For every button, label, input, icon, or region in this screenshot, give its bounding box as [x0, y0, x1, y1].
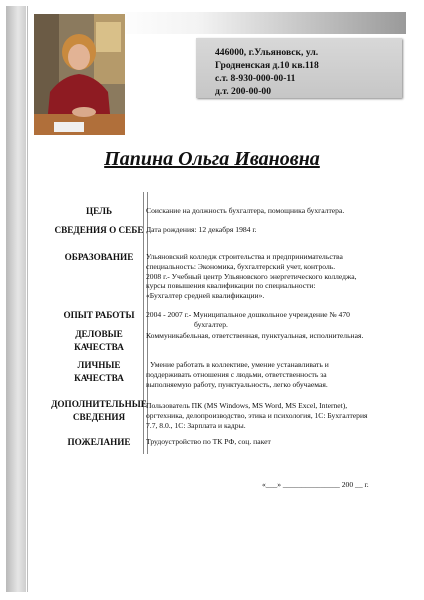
label-line: КАЧЕСТВА: [74, 342, 124, 352]
section-label-about: СВЕДЕНИЯ О СЕБЕ: [54, 225, 144, 235]
section-value-goal: [146, 206, 398, 216]
top-gradient-band: [110, 12, 406, 34]
section-value-wish: [146, 437, 398, 447]
text-line: Пользователь ПК (MS Windows, MS Word, MS Excel, Internet),: [146, 401, 348, 410]
section-label-additional-info: [40, 398, 158, 424]
text-line: Соискание на должность бухгалтера, помощника бухгалтера.: [146, 206, 345, 215]
section-label-business-qualities: [40, 328, 158, 354]
text-line: курсы повышения квалификации по специальности:: [146, 281, 316, 291]
section-label-personal-qualities: [40, 359, 158, 385]
left-bar-edge: [27, 6, 28, 592]
candidate-name: Папина Ольга Ивановна: [104, 148, 320, 170]
label-line: КАЧЕСТВА: [74, 373, 124, 383]
section-label-wish: ПОЖЕЛАНИЕ: [67, 437, 131, 447]
text-line: 7.7, 8.0., 1С: Зарплата и кадры.: [146, 420, 246, 430]
text-line: выполняемую работу, пунктуальность, легко обучаемая.: [146, 379, 328, 389]
text-line: оргтехника, делопроизводство, этика и психология, 1С: Бухгалтерия: [146, 410, 368, 420]
section-value-personal-qualities: [146, 360, 398, 389]
label-line: СВЕДЕНИЯ: [72, 412, 126, 422]
text-line: Трудоустройство по ТК РФ, соц. пакет: [146, 437, 271, 446]
home-phone: д.т. 200-00-00: [215, 86, 272, 97]
section-label-education: ОБРАЗОВАНИЕ: [64, 252, 134, 262]
signature-date-line: «___» _______________ 200 __ г.: [262, 480, 369, 489]
address-line-1: 446000, г.Ульяновск, ул.: [215, 47, 319, 58]
section-value-business-qualities: [146, 331, 398, 341]
text-line: поддерживать отношения с людьми, ответственность за: [146, 369, 327, 379]
text-line: Умение работать в коллективе, умение устанавливать и: [150, 360, 329, 369]
text-line: «Бухгалтер средней квалификации».: [146, 291, 265, 301]
text-line: специальность: Экономика, бухгалтерский учет, контроль.: [146, 261, 336, 271]
text-line: 2004 - 2007 г.- Муниципальное дошкольное учреждение № 470: [146, 310, 350, 319]
mobile-phone: с.т. 8-930-000-00-11: [215, 73, 296, 84]
section-label-goal: ЦЕЛЬ: [85, 206, 113, 216]
left-decorative-bar: [6, 6, 26, 592]
portrait-photo: [34, 14, 125, 135]
section-value-additional-info: [146, 401, 398, 430]
label-line: ЛИЧНЫЕ: [77, 360, 121, 370]
label-line: ДОПОЛНИТЕЛЬНЫЕ: [51, 399, 147, 409]
section-label-experience: ОПЫТ РАБОТЫ: [63, 310, 135, 320]
text-line: бухгалтер.: [194, 319, 228, 329]
text-line: Дата рождения: 12 декабря 1984 г.: [146, 225, 257, 234]
section-value-experience: [146, 310, 398, 330]
text-line: 2008 г.- Учебный центр Ульяновского энергетического колледжа,: [146, 271, 357, 281]
text-line: Ульяновский колледж строительства и предпринимательства: [146, 252, 343, 261]
text-line: Коммуникабельная, ответственная, пунктуальная, исполнительная.: [146, 331, 364, 340]
address-line-2: Гродненская д.10 кв.118: [215, 60, 319, 71]
label-line: ДЕЛОВЫЕ: [75, 329, 123, 339]
section-value-about: [146, 225, 398, 235]
section-value-education: [146, 252, 398, 301]
